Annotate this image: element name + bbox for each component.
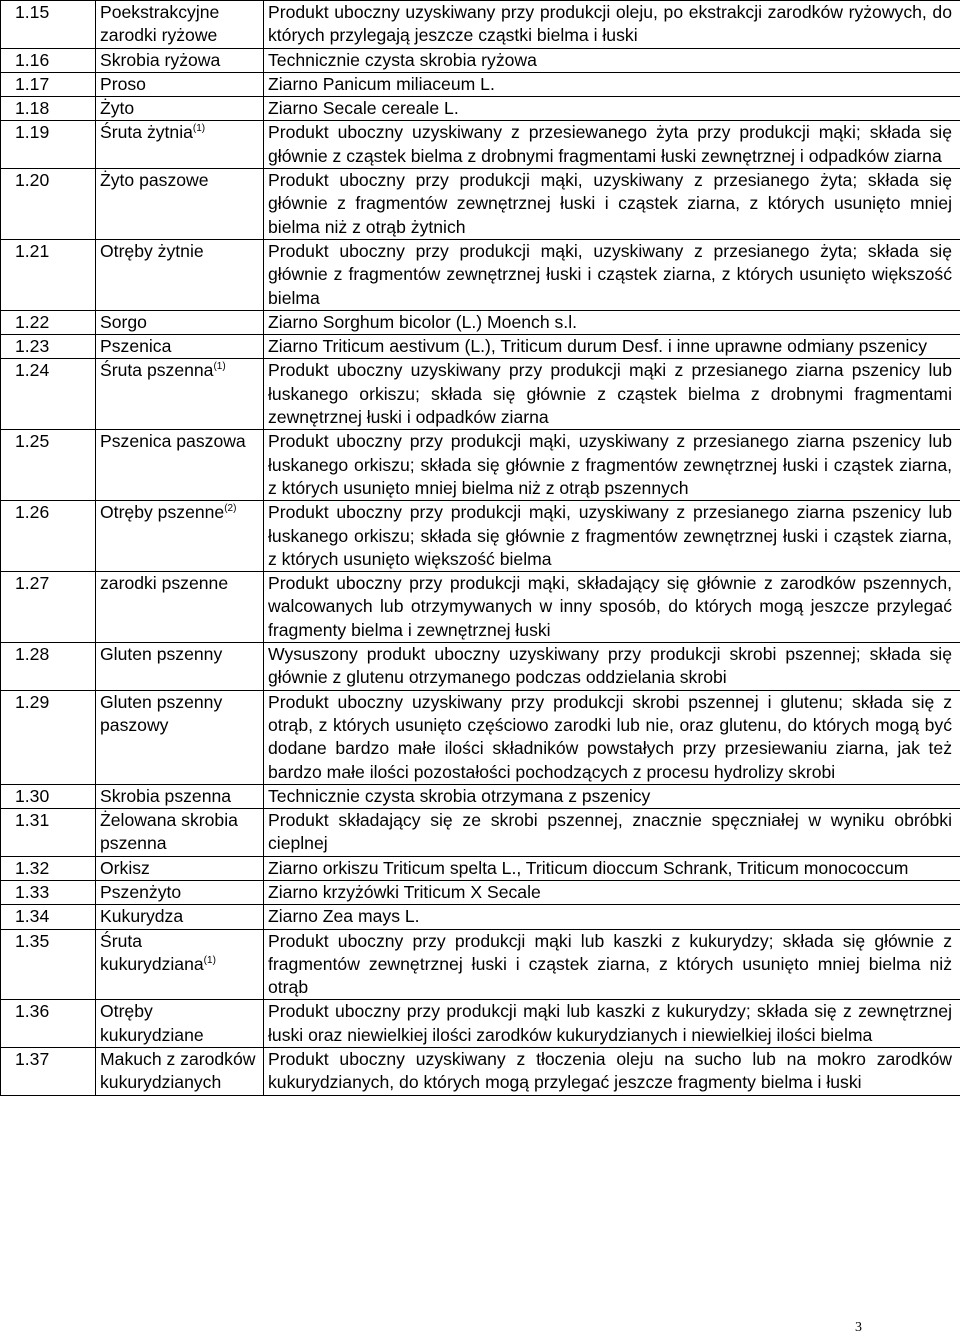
item-description: Produkt uboczny uzyskiwany z przesiewanego żyta przy produkcji mąki; składa się głównie z cząstek bielma z drobnymi fragmentami łuski zewnętrznej i odpadków ziarna — [264, 121, 960, 169]
item-name-cell — [96, 169, 264, 240]
table-row — [1, 784, 960, 808]
table-row — [1, 48, 960, 72]
item-number: 1.31 — [1, 809, 96, 857]
item-number: 1.21 — [1, 239, 96, 310]
item-name: Śruta pszenna — [100, 360, 214, 381]
item-number: 1.27 — [1, 572, 96, 643]
item-name: zarodki pszenne — [100, 573, 229, 594]
table-row — [1, 121, 960, 169]
item-name: Proso — [100, 73, 146, 94]
item-description: Ziarno orkiszu Triticum spelta L., Triticum dioccum Schrank, Triticum monococcum — [264, 856, 960, 880]
item-name-cell — [96, 430, 264, 501]
item-number: 1.28 — [1, 643, 96, 691]
item-name-cell — [96, 1000, 264, 1048]
item-name: Otręby żytnie — [100, 240, 204, 261]
item-description: Produkt uboczny uzyskiwany przy produkcji oleju, po ekstrakcji zarodków ryżowych, do których przylegają jeszcze cząstki bielma i łuski — [264, 1, 960, 49]
item-name: Poekstrakcyjne zarodki ryżowe — [100, 2, 220, 46]
item-name: Skrobia pszenna — [100, 785, 232, 806]
table-row — [1, 572, 960, 643]
table-row — [1, 169, 960, 240]
item-description: Ziarno Triticum aestivum (L.), Triticum durum Desf. i inne uprawne odmiany pszenicy — [264, 335, 960, 359]
item-number: 1.22 — [1, 310, 96, 334]
item-name-cell — [96, 905, 264, 929]
item-description: Produkt uboczny przy produkcji mąki, składający się głównie z zarodków pszennych, walcowanych lub otrzymywanych w inny sposób, do których mogą jeszcze przylegać fragmenty bielma i zewnętrznej łuski — [264, 572, 960, 643]
item-number: 1.18 — [1, 97, 96, 121]
item-name-cell — [96, 643, 264, 691]
table-body — [1, 1, 960, 1096]
item-name: Skrobia ryżowa — [100, 49, 221, 70]
item-description: Ziarno Secale cereale L. — [264, 97, 960, 121]
table-row — [1, 335, 960, 359]
item-name-cell — [96, 72, 264, 96]
item-name: Pszenżyto — [100, 881, 182, 902]
item-name-cell — [96, 310, 264, 334]
item-name: Orkisz — [100, 857, 150, 878]
item-name-cell — [96, 929, 264, 1000]
table-row — [1, 1, 960, 49]
item-description: Produkt uboczny przy produkcji mąki lub kaszki z kukurydzy; składa się głównie z fragmentów zewnętrznej łuski i cząstek ziarna, z których usunięto mniej bielma niż otrąb — [264, 929, 960, 1000]
table-row — [1, 359, 960, 430]
item-number: 1.37 — [1, 1048, 96, 1096]
item-description: Ziarno Sorghum bicolor (L.) Moench s.l. — [264, 310, 960, 334]
item-name: Kukurydza — [100, 906, 184, 927]
item-number: 1.30 — [1, 784, 96, 808]
item-number: 1.34 — [1, 905, 96, 929]
item-description: Technicznie czysta skrobia otrzymana z pszenicy — [264, 784, 960, 808]
item-number: 1.35 — [1, 929, 96, 1000]
item-name: Gluten pszenny — [100, 644, 223, 665]
item-number: 1.36 — [1, 1000, 96, 1048]
item-description: Produkt uboczny przy produkcji mąki, uzyskiwany z przesianego żyta; składa się głównie z fragmentów zewnętrznej łuski i cząstek ziarna, z których usunięto mniej bielma niż z otrąb żytnich — [264, 169, 960, 240]
table-row — [1, 905, 960, 929]
footnote-marker: (1) — [213, 361, 226, 373]
table-row — [1, 1000, 960, 1048]
table-row — [1, 809, 960, 857]
item-name-cell — [96, 97, 264, 121]
table-row — [1, 1048, 960, 1096]
table-row — [1, 430, 960, 501]
item-name: Otręby kukurydziane — [100, 1001, 204, 1045]
item-description: Produkt uboczny uzyskiwany przy produkcji mąki z przesianego ziarna pszenicy lub łuskanego orkiszu; składa się głównie z cząstek bielma z drobnymi fragmentami zewnętrznej łuski i odpadków ziarna — [264, 359, 960, 430]
item-name: Żyto — [100, 98, 135, 119]
item-number: 1.23 — [1, 335, 96, 359]
item-number: 1.20 — [1, 169, 96, 240]
item-name-cell — [96, 48, 264, 72]
item-description: Wysuszony produkt uboczny uzyskiwany przy produkcji skrobi pszennej; składa się głównie z glutenu otrzymanego podczas oddzielania skrobi — [264, 643, 960, 691]
item-name-cell — [96, 239, 264, 310]
item-number: 1.33 — [1, 880, 96, 904]
item-description: Ziarno Panicum miliaceum L. — [264, 72, 960, 96]
table-row — [1, 690, 960, 784]
item-number: 1.25 — [1, 430, 96, 501]
item-name: Sorgo — [100, 311, 147, 332]
item-description: Ziarno krzyżówki Triticum X Secale — [264, 880, 960, 904]
item-name: Gluten pszenny paszowy — [100, 691, 223, 735]
item-name-cell — [96, 121, 264, 169]
item-name-cell — [96, 335, 264, 359]
item-number: 1.17 — [1, 72, 96, 96]
item-name: Żelowana skrobia pszenna — [100, 810, 238, 854]
item-name-cell — [96, 784, 264, 808]
item-name-cell — [96, 690, 264, 784]
item-name: Otręby pszenne — [100, 502, 225, 523]
item-description: Produkt uboczny przy produkcji mąki, uzyskiwany z przesianego ziarna pszenicy lub łuskanego orkiszu; składa się głównie z fragmentów zewnętrznej łuski i cząstek ziarna, z których usunięto mniej bielma niż z otrąb pszennych — [264, 430, 960, 501]
item-name-cell — [96, 809, 264, 857]
item-name-cell — [96, 856, 264, 880]
item-name-cell — [96, 1, 264, 49]
item-description: Ziarno Zea mays L. — [264, 905, 960, 929]
item-name-cell — [96, 572, 264, 643]
item-name-cell — [96, 880, 264, 904]
footnote-marker: (1) — [203, 954, 216, 966]
item-number: 1.32 — [1, 856, 96, 880]
item-description: Produkt uboczny przy produkcji mąki, uzyskiwany z przesianego ziarna pszenicy lub łuskanego orkiszu; składa się głównie z fragmentów zewnętrznej łuski i cząstek ziarna, z których usunięto większość bielma — [264, 501, 960, 572]
item-number: 1.29 — [1, 690, 96, 784]
item-name: Śruta kukurydziana — [100, 930, 204, 974]
item-name-cell — [96, 359, 264, 430]
table-row — [1, 501, 960, 572]
item-name-cell — [96, 1048, 264, 1096]
table-row — [1, 880, 960, 904]
item-number: 1.19 — [1, 121, 96, 169]
table-row — [1, 97, 960, 121]
item-name: Makuch z zarodków kukurydzianych — [100, 1049, 256, 1093]
item-number: 1.24 — [1, 359, 96, 430]
table-row — [1, 239, 960, 310]
item-description: Produkt uboczny uzyskiwany z tłoczenia oleju na sucho lub na mokro zarodków kukurydzianych, do których mogą przylegać jeszcze fragmenty bielma i łuski — [264, 1048, 960, 1096]
item-name: Żyto paszowe — [100, 170, 209, 191]
table-row — [1, 643, 960, 691]
item-description: Produkt składający się ze skrobi pszennej, znacznie spęczniałej w wyniku obróbki cieplnej — [264, 809, 960, 857]
item-description: Produkt uboczny przy produkcji mąki, uzyskiwany z przesianego żyta; składa się głównie z fragmentów zewnętrznej łuski i cząstek ziarna, z których usunięto większość bielma — [264, 239, 960, 310]
item-number: 1.15 — [1, 1, 96, 49]
item-number: 1.26 — [1, 501, 96, 572]
table-row — [1, 856, 960, 880]
item-description: Produkt uboczny uzyskiwany przy produkcji skrobi pszennej i glutenu; składa się z otrąb, z których usunięto częściowo zarodki lub nie, oraz glutenu, do których mogą być dodane bardzo małe ilości składników powstałych przy przesiewaniu ziarna, jak też bardzo małe ilości pozostałości pochodzących z procesu hydrolizy skrobi — [264, 690, 960, 784]
item-name: Śruta żytnia — [100, 122, 193, 143]
item-name: Pszenica — [100, 336, 172, 357]
page-number: 3 — [855, 1320, 862, 1335]
item-name: Pszenica paszowa — [100, 431, 246, 452]
table-row — [1, 310, 960, 334]
item-name-cell — [96, 501, 264, 572]
item-number: 1.16 — [1, 48, 96, 72]
footnote-marker: (2) — [224, 503, 237, 515]
table-row — [1, 72, 960, 96]
item-description: Produkt uboczny przy produkcji mąki lub kaszki z kukurydzy; składa się z zewnętrznej łuski oraz niewielkiej ilości zarodków kukurydzianych i niewielkiej ilości bielma — [264, 1000, 960, 1048]
footnote-marker: (1) — [192, 123, 206, 135]
table-row — [1, 929, 960, 1000]
item-description: Technicznie czysta skrobia ryżowa — [264, 48, 960, 72]
